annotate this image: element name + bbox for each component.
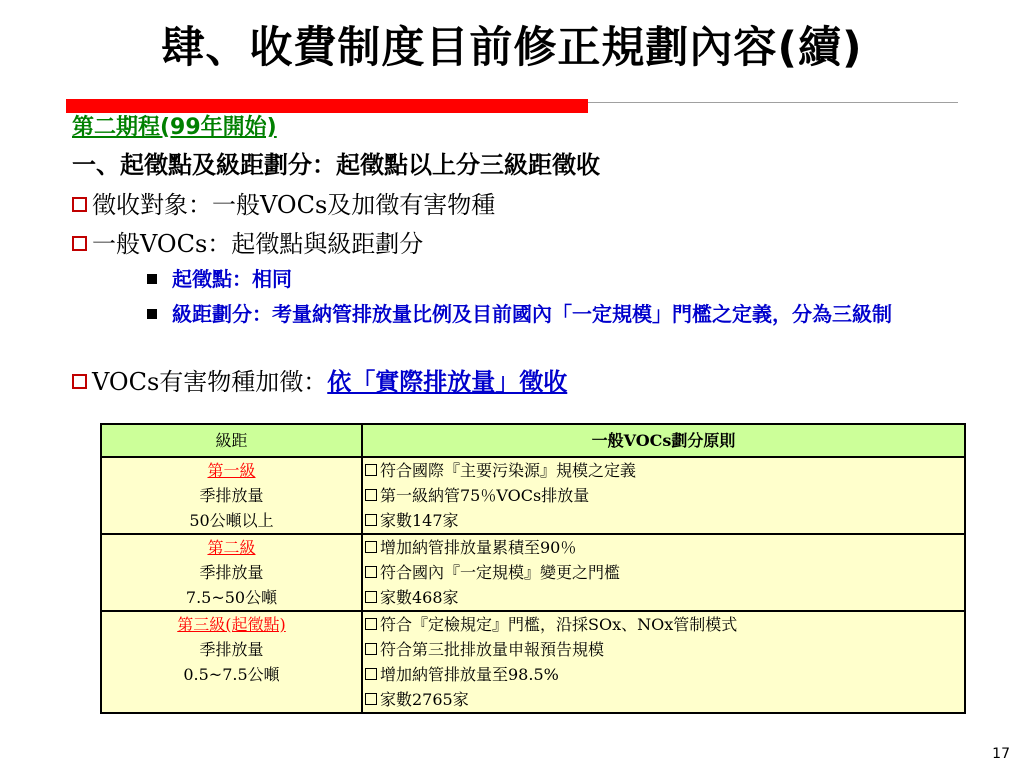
bullet-2-text: 一般VOCs：起徵點與級距劃分 (92, 230, 424, 258)
sub-bullet-2: 級距劃分：考量納管排放量比例及目前國內「一定規模」門檻之定義，分為三級制 (172, 302, 892, 326)
level-range: 7.5~50公噸 (185, 588, 278, 607)
table-row (101, 611, 965, 713)
checkbox-icon (365, 566, 377, 578)
title-underline-red (66, 99, 588, 113)
level-cell (101, 457, 362, 534)
bullet-1-text: 徵收對象：一般VOCs及加徵有害物種 (92, 191, 496, 219)
phase-label: 第二期程(99年開始) (72, 115, 277, 140)
list-item (365, 458, 964, 483)
actual-emission-link[interactable]: 依「實際排放量」徵收 (327, 368, 568, 396)
table-row (101, 534, 965, 611)
bullet-2 (72, 229, 423, 259)
header-principle: 一般VOCs劃分原則 (362, 424, 965, 457)
list-item (365, 662, 964, 687)
checkbox-icon (365, 668, 377, 680)
checkbox-icon (365, 693, 377, 705)
checkbox-icon (365, 489, 377, 501)
level-range: 0.5~7.5公噸 (183, 665, 280, 684)
checkbox-icon (365, 541, 377, 553)
list-item (365, 508, 964, 533)
list-item (365, 637, 964, 662)
table-row (101, 457, 965, 534)
checkbox-icon (365, 514, 377, 526)
sub-bullet-1: 起徵點：相同 (172, 267, 292, 291)
page-number: 17 (992, 746, 1010, 762)
principle-cell (362, 457, 965, 534)
section-heading: 一、起徵點及級距劃分：起徵點以上分三級距徵收 (72, 151, 600, 179)
list-item (365, 585, 964, 610)
slide-title: 肆、收費制度目前修正規劃內容(續) (161, 23, 863, 73)
principle-cell (362, 611, 965, 713)
list-item-text: 增加納管排放量至98.5% (380, 665, 559, 684)
list-item (365, 612, 964, 637)
levels-table (100, 423, 966, 714)
level-desc: 季排放量 (199, 563, 264, 582)
checkbox-icon (365, 618, 377, 630)
filled-square-bullet-icon (147, 274, 157, 284)
list-item-text: 家數147家 (380, 511, 459, 530)
level-name[interactable]: 第二級 (207, 538, 256, 557)
level-desc: 季排放量 (199, 486, 264, 505)
checkbox-icon (365, 464, 377, 476)
hollow-square-bullet-icon (72, 374, 87, 389)
level-name[interactable]: 第一級 (207, 461, 256, 480)
checkbox-icon (365, 591, 377, 603)
list-item (365, 483, 964, 508)
header-level: 級距 (101, 424, 362, 457)
checkbox-icon (365, 643, 377, 655)
list-item-text: 符合『定檢規定』門檻，沿採SOx、NOx管制模式 (380, 615, 738, 634)
list-item-text: 符合第三批排放量申報預告規模 (380, 640, 605, 659)
hollow-square-bullet-icon (72, 197, 87, 212)
list-item-text: 家數468家 (380, 588, 459, 607)
list-item (365, 687, 964, 712)
level-range: 50公噸以上 (189, 511, 274, 530)
list-item (365, 560, 964, 585)
list-item-text: 符合國際『主要污染源』規模之定義 (380, 461, 637, 480)
level-desc: 季排放量 (199, 640, 264, 659)
bullet-1 (72, 190, 495, 220)
list-item (365, 535, 964, 560)
list-item-text: 增加納管排放量累積至90％ (380, 538, 577, 557)
level-cell (101, 534, 362, 611)
list-item-text: 家數2765家 (380, 690, 469, 709)
list-item-text: 符合國內『一定規模』變更之門檻 (380, 563, 621, 582)
bullet-3-prefix: VOCs有害物種加徵： (92, 368, 328, 396)
level-cell (101, 611, 362, 713)
level-name[interactable]: 第三級(起徵點) (177, 615, 286, 634)
principle-cell (362, 534, 965, 611)
list-item-text: 第一級納管75％VOCs排放量 (380, 486, 590, 505)
filled-square-bullet-icon (147, 309, 157, 319)
hollow-square-bullet-icon (72, 236, 87, 251)
table-header-row (101, 424, 965, 457)
title-underline-gray (588, 102, 958, 103)
bullet-3 (72, 367, 567, 397)
